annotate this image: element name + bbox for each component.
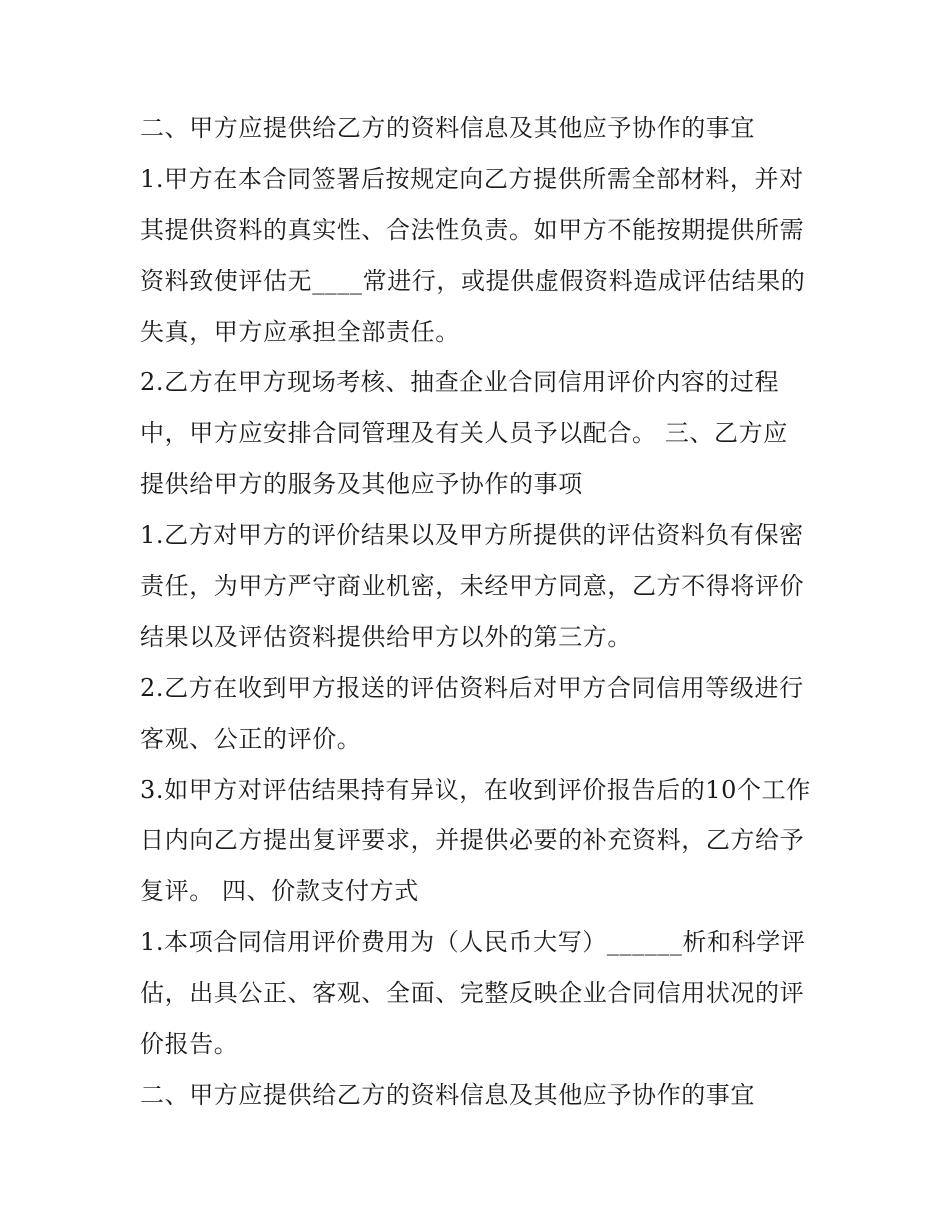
text-line: 提供给甲方的服务及其他应予协作的事项 bbox=[140, 470, 583, 499]
contract-text bbox=[140, 103, 820, 1121]
text-line: 2.乙方在甲方现场考核、抽查企业合同信用评价内容的过程 bbox=[140, 368, 780, 397]
text-line: 估，出具公正、客观、全面、完整反映企业合同信用状况的评 bbox=[140, 979, 805, 1008]
text-line: 1.本项合同信用评价费用为（人民币大写）______析和科学评 bbox=[140, 928, 806, 957]
text-line: 3.如甲方对评估结果持有异议，在收到评价报告后的10个工作 bbox=[140, 775, 811, 804]
text-line: 结果以及评估资料提供给甲方以外的第三方。 bbox=[140, 622, 632, 651]
text-line: 责任，为甲方严守商业机密，未经甲方同意，乙方不得将评价 bbox=[140, 572, 805, 601]
text-line: 失真，甲方应承担全部责任。 bbox=[140, 317, 460, 346]
text-line: 其提供资料的真实性、合法性负责。如甲方不能按期提供所需 bbox=[140, 215, 805, 244]
text-line: 复评。 四、价款支付方式 bbox=[140, 877, 419, 906]
text-line: 客观、公正的评价。 bbox=[140, 724, 362, 753]
text-line: 日内向乙方提出复评要求，并提供必要的补充资料，乙方给予 bbox=[140, 826, 805, 855]
text-line: 二、甲方应提供给乙方的资料信息及其他应予协作的事宜 bbox=[140, 1080, 755, 1109]
text-line: 1.甲方在本合同签署后按规定向乙方提供所需全部材料，并对 bbox=[140, 164, 804, 193]
text-line: 2.乙方在收到甲方报送的评估资料后对甲方合同信用等级进行 bbox=[140, 673, 804, 702]
text-line: 中，甲方应安排合同管理及有关人员予以配合。 三、乙方应 bbox=[140, 419, 788, 448]
text-line: 二、甲方应提供给乙方的资料信息及其他应予协作的事宜 bbox=[140, 114, 755, 142]
text-line: 价报告。 bbox=[140, 1030, 239, 1059]
text-line: 1.乙方对甲方的评价结果以及甲方所提供的评估资料负有保密 bbox=[140, 521, 804, 550]
text-line: 资料致使评估无____常进行，或提供虚假资料造成评估结果的 bbox=[140, 266, 806, 295]
